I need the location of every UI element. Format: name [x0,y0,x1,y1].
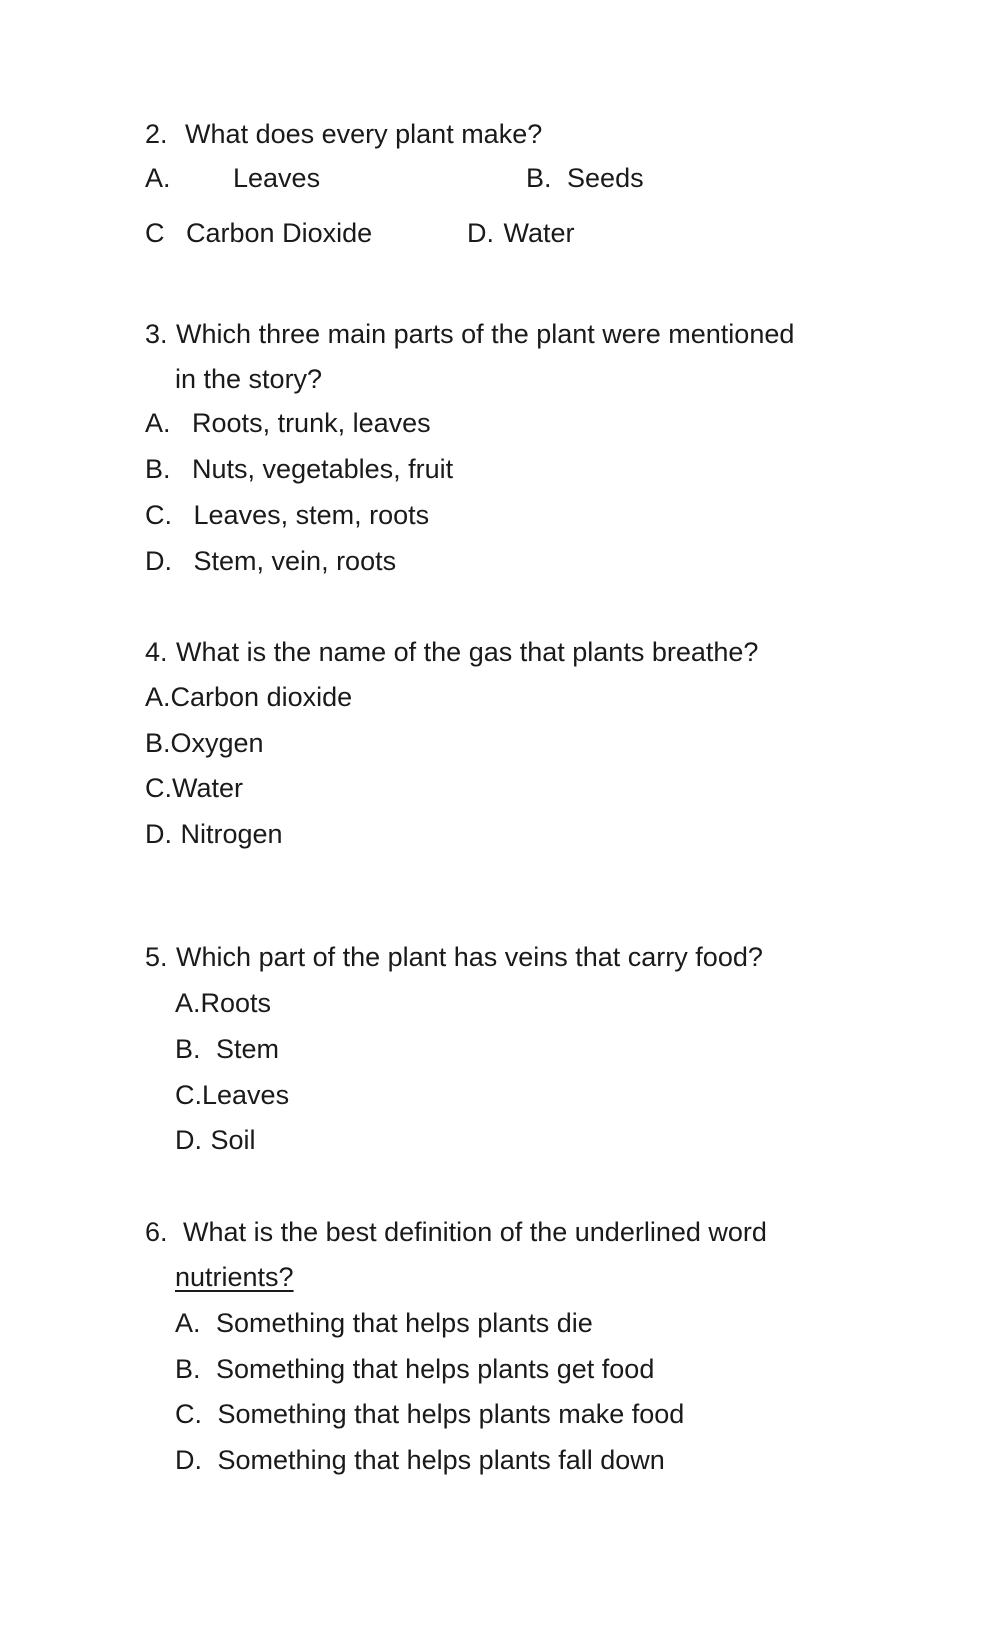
q6-option-a [175,1307,593,1339]
question-4 [145,636,758,668]
option-text: Something that helps plants make food [217,1399,685,1429]
option-text: Leaves, stem, roots [193,500,430,530]
q3-option-b [145,453,453,485]
option-label: C. [175,1080,202,1110]
option-label: B. [175,1354,201,1384]
q2-option-a [145,162,171,194]
option-text: Something that helps plants die [216,1308,593,1338]
option-label: D. [145,546,172,576]
option-text: Roots, trunk, leaves [192,408,431,438]
option-text: Soil [210,1125,256,1155]
q5-option-c [175,1079,289,1111]
question-5 [145,941,763,973]
q6-option-b [175,1353,654,1385]
option-label: B. [175,1034,201,1064]
option-text: Carbon dioxide [170,682,353,712]
question-3-line2: in the story? [175,364,323,394]
question-text: What is the name of the gas that plants breathe? [176,637,759,667]
question-number: 5. [145,942,168,972]
option-label: A. [145,408,171,438]
option-text: Water [503,218,575,248]
option-text: Nitrogen [180,819,283,849]
option-label: D. [175,1445,202,1475]
option-label: B. [145,454,171,484]
q3-option-a [145,407,431,439]
option-text: Seeds [567,163,644,193]
question-number: 6. [145,1217,168,1247]
option-label: C [145,218,165,248]
option-label: B. [526,163,552,193]
question-text: What does every plant make? [185,119,543,149]
q4-option-d [145,818,283,850]
question-3 [145,318,794,350]
question-number: 2. [145,119,168,149]
option-label: A. [175,988,201,1018]
q2-option-a-text: Leaves [233,163,321,193]
underlined-word-nutrients: nutrients? [175,1262,294,1292]
option-label: B. [145,728,171,758]
option-label: A. [145,682,171,712]
option-label: C. [145,500,172,530]
option-text: Roots [200,988,272,1018]
question-2 [145,118,542,150]
q5-option-a [175,987,271,1019]
option-label: A. [145,163,171,193]
question-text-line1: Which three main parts of the plant were mentioned [176,319,795,349]
option-text: Something that helps plants fall down [217,1445,665,1475]
option-label: A. [175,1308,201,1338]
q4-option-b [145,727,264,759]
q4-option-a [145,681,352,713]
question-text: Which part of the plant has veins that carry food? [176,942,763,972]
option-label: D. [145,819,172,849]
q6-option-d [175,1444,665,1476]
q2-option-b [526,162,644,194]
question-text-line1: What is the best definition of the underlined word [183,1217,767,1247]
q2-option-d [467,217,575,249]
option-text: Water [172,773,244,803]
question-number: 4. [145,637,168,667]
question-6 [145,1216,767,1248]
option-text: Stem [216,1034,280,1064]
q2-option-c [145,217,372,249]
question-number: 3. [145,319,168,349]
q5-option-b [175,1033,279,1065]
option-label: D. [467,218,494,248]
q6-option-c [175,1398,684,1430]
q5-option-d [175,1124,256,1156]
option-text: Something that helps plants get food [216,1354,655,1384]
q4-option-c [145,772,243,804]
q3-option-d [145,545,396,577]
option-label: C. [175,1399,202,1429]
option-label: C. [145,773,172,803]
option-text: Leaves [202,1080,290,1110]
q3-option-c [145,499,429,531]
option-text: Carbon Dioxide [186,218,373,248]
option-text: Nuts, vegetables, fruit [192,454,454,484]
option-text: Stem, vein, roots [193,546,397,576]
option-text: Oxygen [170,728,264,758]
option-label: D. [175,1125,202,1155]
